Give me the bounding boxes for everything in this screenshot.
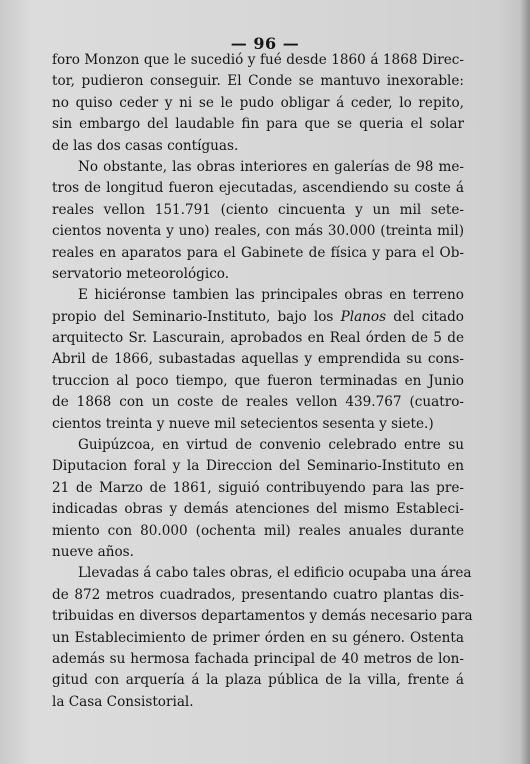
- text-line: gitud con arquería á la plaza pública de la villa, frente á: [52, 672, 464, 689]
- text-line: 21 de Marzo de 1861, siguió contribuyendo para las pre-: [52, 479, 464, 496]
- page-edge-shadow: [520, 0, 530, 764]
- text-line: cientos treinta y nueve mil setecientos sesenta y siete.): [52, 415, 434, 432]
- text-line: No obstante, las obras interiores en galerías de 98 me-: [78, 158, 464, 175]
- text-line: truccion al poco tiempo, que fueron terminadas en Junio: [52, 372, 464, 389]
- text-line: E hiciéronse tambien las principales obras en terreno: [78, 287, 464, 304]
- text-line: Diputacion foral y la Direccion del Seminario-Instituto en: [52, 458, 464, 475]
- text-line: Abril de 1866, subastadas aquellas y emprendida su cons-: [52, 351, 464, 368]
- text-line: de 872 metros cuadrados, presentando cuatro plantas dis-: [52, 586, 464, 603]
- text-line: además su hermosa fachada principal de 40 metros de lon-: [52, 650, 464, 667]
- text-line: un Establecimiento de primer órden en su género. Ostenta: [52, 629, 464, 646]
- text-line: arquitecto Sr. Lascurain, aprobados en Real órden de 5 de: [52, 330, 464, 347]
- text-line: tros de longitud fueron ejecutadas, ascendiendo su coste á: [52, 180, 464, 197]
- text-line: propio del Seminario-Instituto, bajo los Planos del citado: [52, 308, 464, 325]
- page-number: — 96 —: [230, 34, 300, 53]
- text-line: nueve años.: [52, 543, 134, 560]
- text-line: la Casa Consistorial.: [52, 693, 194, 710]
- text-line: indicadas obras y demás atenciones del mismo Estableci-: [52, 501, 464, 518]
- body-text: [52, 50, 473, 713]
- text-line: foro Monzon que le sucedió y fué desde 1860 á 1868 Direc-: [52, 52, 464, 68]
- text-line: Guipúzcoa, en virtud de convenio celebrado entre su: [78, 437, 464, 454]
- text-line: de las dos casas contíguas.: [52, 137, 239, 154]
- text-line: cientos noventa y uno) reales, con más 30.000 (treinta mil): [52, 223, 464, 240]
- text-line: sin embargo del laudable fin para que se queria el solar: [52, 116, 464, 133]
- italic-word: Planos: [340, 308, 387, 325]
- text-line: tor, pudieron conseguir. El Conde se mantuvo inexorable:: [52, 73, 464, 90]
- text-line: tribuidas en diversos departamentos y demás necesario para: [52, 608, 473, 625]
- text-line: servatorio meteorológico.: [52, 265, 230, 282]
- text-line: Llevadas á cabo tales obras, el edificio ocupaba una área: [78, 565, 472, 582]
- text-line: reales vellon 151.791 (ciento cincuenta y un mil sete-: [52, 201, 464, 218]
- text-line: miento con 80.000 (ochenta mil) reales anuales durante: [52, 522, 464, 539]
- text-line: de 1868 con un coste de reales vellon 439.767 (cuatro-: [52, 394, 464, 411]
- text-line: no quiso ceder y ni se le pudo obligar á ceder, lo repito,: [52, 94, 464, 111]
- text-line: reales en aparatos para el Gabinete de física y para el Ob-: [52, 244, 464, 261]
